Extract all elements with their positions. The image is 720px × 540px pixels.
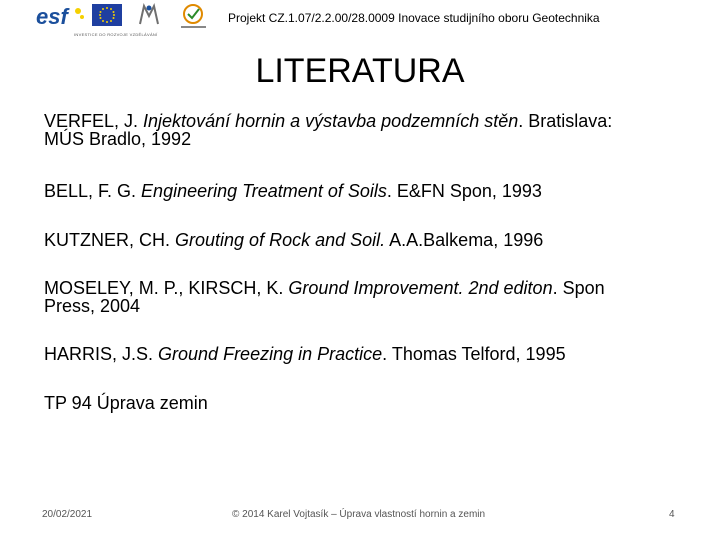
footer-date: 20/02/2021 (42, 509, 93, 520)
op-vk-logo (177, 2, 210, 32)
esf-logo (34, 2, 86, 32)
header-logos (34, 2, 210, 36)
reference-item: TP 94 Úprava zemin (44, 393, 208, 413)
msmt-logo (138, 2, 160, 28)
page-title: LITERATURA (255, 52, 465, 90)
reference-item: KUTZNER, CH. Grouting of Rock and Soil. A.A.Balkema, 1996 (44, 230, 544, 250)
svg-text:esf: esf (36, 4, 68, 29)
project-line: Projekt CZ.1.07/2.2.00/28.0009 Inovace studijního oboru Geotechnika (228, 11, 600, 25)
reference-item: VERFEL, J. Injektování hornin a výstavba podzemních stěn. Bratislava: MÚS Bradlo, 1992 (44, 111, 613, 149)
footer-copyright: © 2014 Karel Vojtasík – Úprava vlastností hornin a zemin (232, 509, 486, 520)
eu-flag-logo (92, 4, 122, 26)
logo-caption: INVESTICE DO ROZVOJE VZDĚLÁVÁNÍ (74, 32, 158, 37)
footer-page-number: 4 (669, 509, 675, 520)
reference-item: MOSELEY, M. P., KIRSCH, K. Ground Improvement. 2nd editon. Spon Press, 2004 (44, 278, 605, 316)
reference-item: HARRIS, J.S. Ground Freezing in Practice. Thomas Telford, 1995 (44, 344, 566, 364)
reference-item: BELL, F. G. Engineering Treatment of Soils. E&FN Spon, 1993 (44, 181, 542, 201)
